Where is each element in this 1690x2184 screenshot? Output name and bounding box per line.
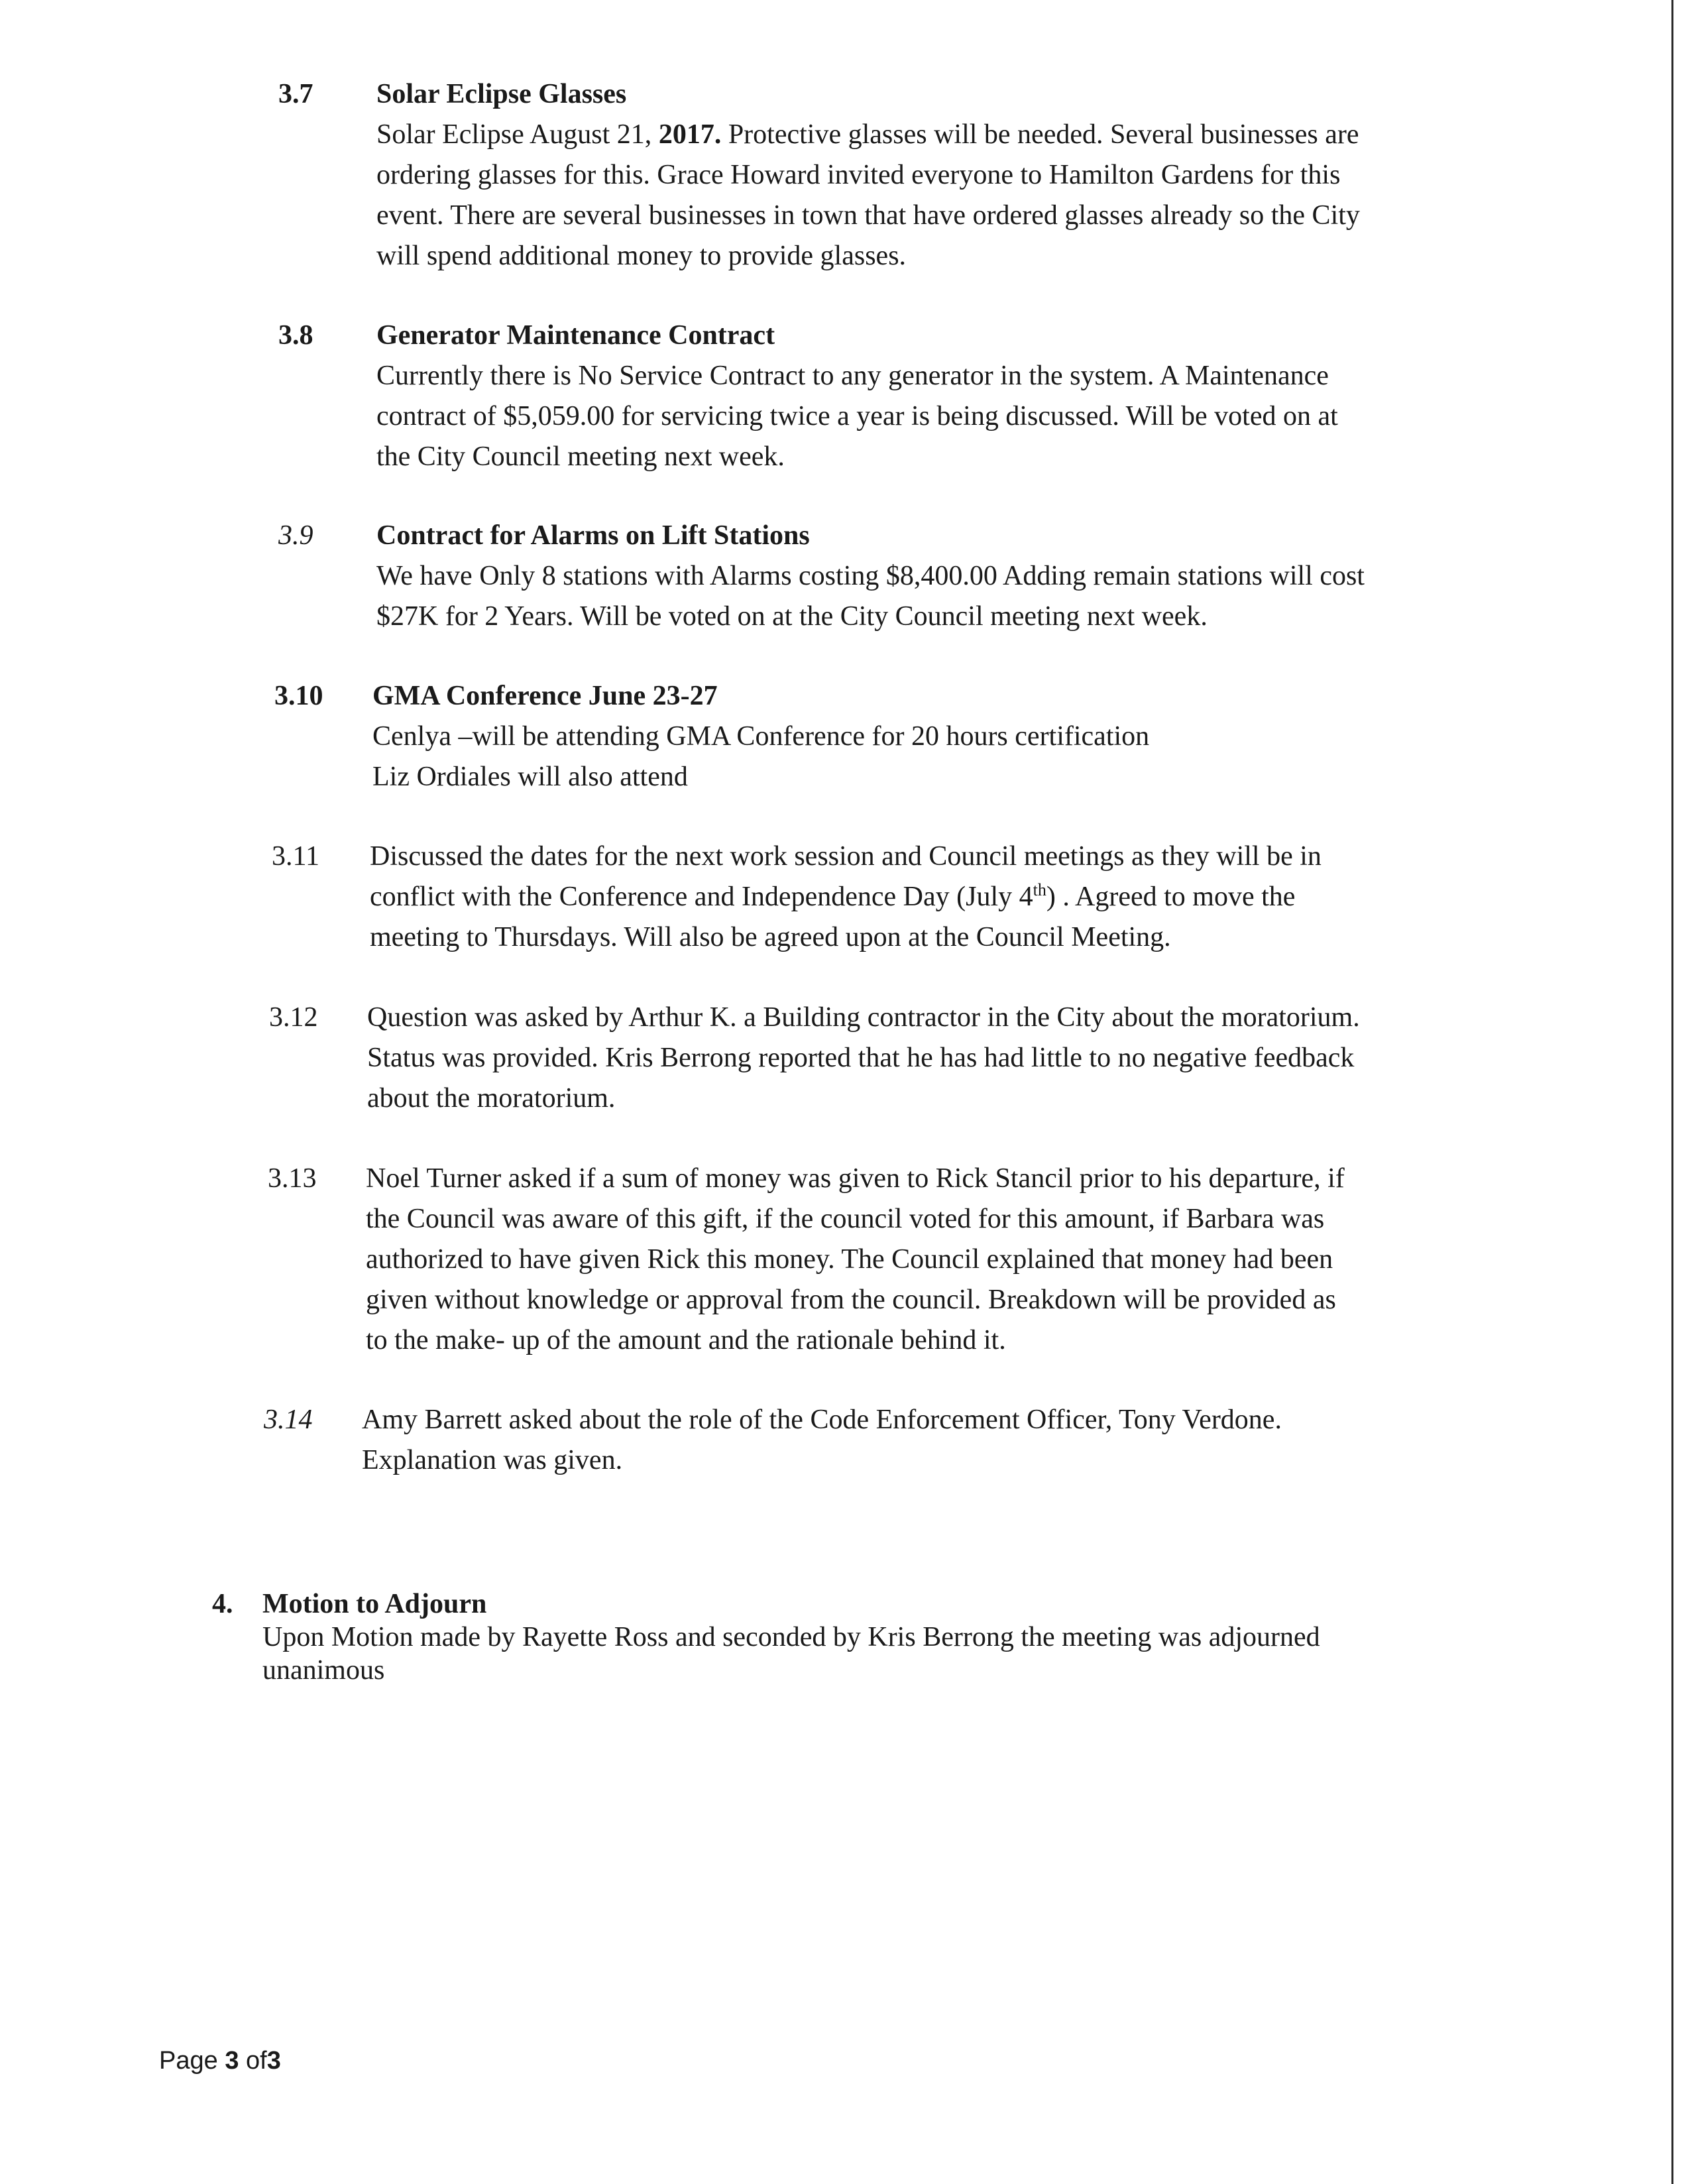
item-line: conflict with the Conference and Independence Day (July 4th) . Agreed to move the <box>370 880 1296 912</box>
item-number: 3.11 <box>272 841 319 872</box>
item-line: Currently there is No Service Contract to any generator in the system. A Maintenance <box>376 361 1329 391</box>
page-label: Page <box>159 2047 218 2075</box>
section-number: 4. <box>212 1589 233 1619</box>
item-line: Question was asked by Arthur K. a Building contractor in the City about the moratorium. <box>367 1002 1360 1033</box>
item-number: 3.8 <box>278 320 313 351</box>
item-line: Solar Eclipse August 21, 2017. Protective glasses will be needed. Several businesses are <box>376 119 1359 150</box>
item-heading: Solar Eclipse Glasses <box>376 79 627 109</box>
item-line: Discussed the dates for the next work session and Council meetings as they will be in <box>370 841 1322 872</box>
item-line: to the make- up of the amount and the rationale behind it. <box>366 1325 1006 1355</box>
item-heading: Generator Maintenance Contract <box>376 320 775 351</box>
item-number: 3.10 <box>274 681 323 711</box>
item-line: Liz Ordiales will also attend <box>372 762 688 792</box>
item-line: Status was provided. Kris Berrong reported that he has had little to no negative feedback <box>367 1043 1355 1073</box>
item-line: given without knowledge or approval from the council. Breakdown will be provided as <box>366 1285 1336 1315</box>
current-page: 3 <box>225 2047 239 2075</box>
page-number-footer <box>159 2047 281 2075</box>
section-line: unanimous <box>262 1655 385 1686</box>
item-line: Noel Turner asked if a sum of money was given to Rick Stancil prior to his departure, if <box>366 1163 1345 1194</box>
item-line: the Council was aware of this gift, if the council voted for this amount, if Barbara was <box>366 1204 1325 1234</box>
item-number: 3.12 <box>269 1002 318 1033</box>
item-line: event. There are several businesses in town that have ordered glasses already so the City <box>376 200 1360 231</box>
item-line: Explanation was given. <box>362 1445 623 1475</box>
item-heading: GMA Conference June 23-27 <box>372 681 718 711</box>
item-line: $27K for 2 Years. Will be voted on at the City Council meeting next week. <box>376 601 1208 632</box>
item-line: Cenlya –will be attending GMA Conference for 20 hours certification <box>372 721 1150 752</box>
item-line: Amy Barrett asked about the role of the Code Enforcement Officer, Tony Verdone. <box>362 1405 1282 1435</box>
item-number: 3.13 <box>268 1163 317 1194</box>
item-line: ordering glasses for this. Grace Howard invited everyone to Hamilton Gardens for this <box>376 160 1341 190</box>
item-line: meeting to Thursdays. Will also be agreed upon at the Council Meeting. <box>370 922 1171 952</box>
item-line: about the moratorium. <box>367 1083 616 1114</box>
item-line: authorized to have given Rick this money. The Council explained that money had been <box>366 1244 1333 1275</box>
item-number: 3.7 <box>278 79 313 109</box>
item-number: 3.9 <box>278 520 313 551</box>
item-line: contract of $5,059.00 for servicing twice a year is being discussed. Will be voted on at <box>376 401 1338 431</box>
item-line: will spend additional money to provide glasses. <box>376 241 907 271</box>
section-heading: Motion to Adjourn <box>262 1589 487 1619</box>
item-heading: Contract for Alarms on Lift Stations <box>376 520 810 551</box>
total-pages: 3 <box>266 2047 281 2075</box>
section-line: Upon Motion made by Rayette Ross and seconded by Kris Berrong the meeting was adjourned <box>262 1622 1320 1652</box>
item-line: the City Council meeting next week. <box>376 441 785 472</box>
of-label: of <box>246 2047 267 2075</box>
item-number: 3.14 <box>264 1405 313 1435</box>
item-line: We have Only 8 stations with Alarms costing $8,400.00 Adding remain stations will cost <box>376 561 1365 591</box>
scan-edge-line <box>1671 0 1673 2184</box>
